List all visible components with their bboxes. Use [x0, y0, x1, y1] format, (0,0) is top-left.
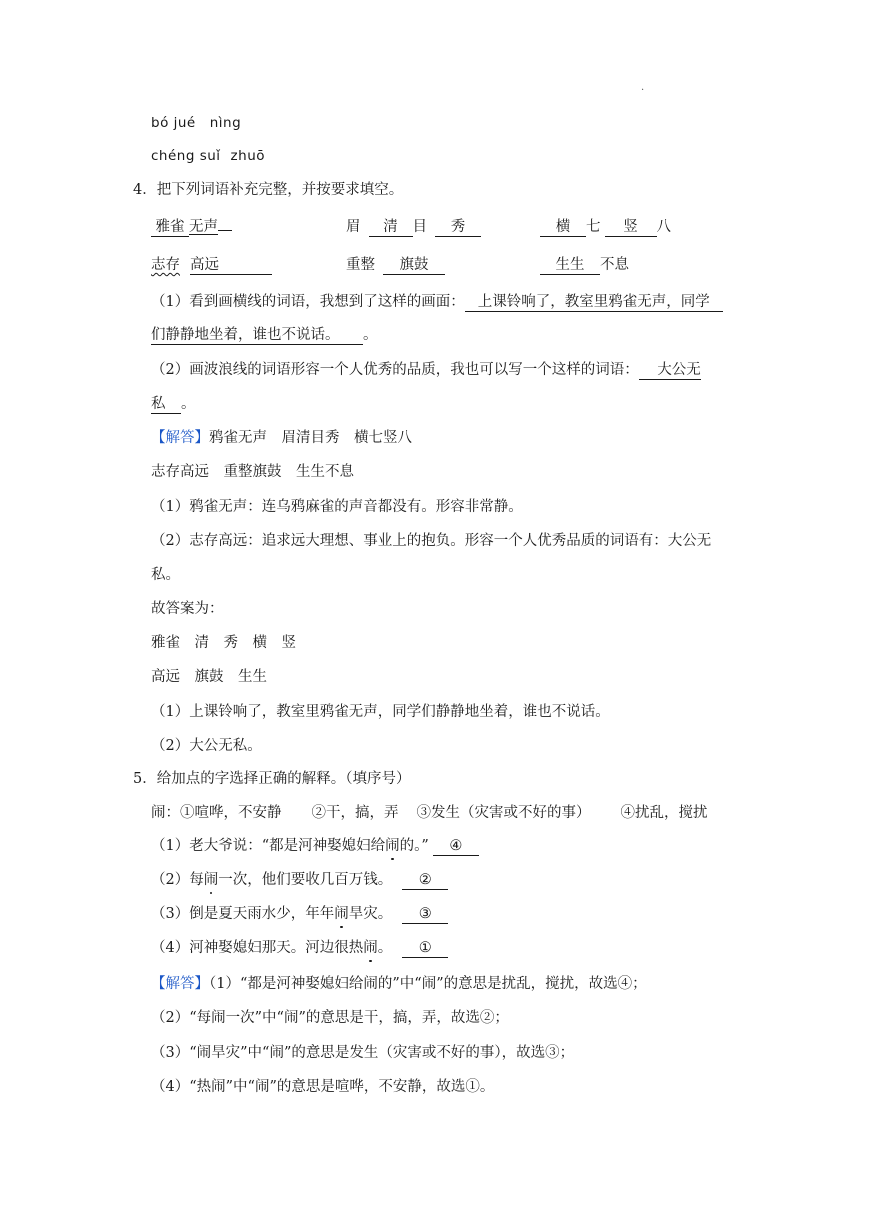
q4-sub2-line1: （2）画波浪线的词语形容一个人优秀的品质，我也可以写一个这样的词语： 大公无	[151, 362, 701, 378]
q4-row2-a	[151, 255, 272, 275]
header-dot: .	[641, 82, 645, 93]
q4-r1-b-fill2: 秀	[435, 218, 481, 237]
q4-answer-l9: （2）大公无私。	[151, 738, 262, 754]
q4-answer-l6: 雅雀 清 秀 横 竖	[151, 635, 296, 651]
q4-answer-l4a: （2）志存高远：追求远大理想、事业上的抱负。形容一个人优秀品质的词语有：大公无	[151, 533, 712, 549]
emphasis-dot-char: 闹	[385, 838, 400, 854]
q5-answer-l2: （2）“每闹一次”中“闹”的意思是干，搞，弄，故选②；	[151, 1010, 509, 1026]
q4-sub1-line2: 们静静地坐着，谁也不说话。 。	[151, 327, 378, 343]
emphasis-dot-char: 闹	[363, 940, 378, 956]
q4-answer-tag: 【解答】	[151, 430, 209, 446]
pinyin-1a: bó jué	[151, 115, 196, 131]
q5-def-3: ③发生（灾害或不好的事）	[416, 805, 591, 821]
q4-r1-a-rest: 无声	[189, 219, 218, 235]
emphasis-dot-char: 闹	[203, 872, 219, 888]
pinyin-line-1	[151, 113, 241, 133]
q4-sub1-ans-a: 上课铃响了，教室里鸦雀无声，同学	[465, 293, 723, 312]
q4-answer-l1: 【解答】鸦雀无声 眉清目秀 横七竖八	[151, 430, 412, 446]
q4-row1-c: 横 七 竖 八	[540, 217, 671, 237]
q4-r1-c-fill1: 横	[540, 218, 586, 237]
q4-row1-a	[151, 217, 232, 237]
q5-item-3-answer: ③	[402, 905, 448, 924]
q5-item-3: （3）倒是夏天雨水少，年年闹旱灾。 ③	[151, 904, 448, 924]
q5-def-1: ①喧哗，不安静	[180, 805, 282, 821]
q4-row2-c: 生生 不息	[540, 255, 629, 275]
q5-answer-tag: 【解答】	[151, 976, 209, 992]
q5-defs: 闹：①喧哗，不安静 ②干，搞，弄 ③发生（灾害或不好的事） ④扰乱，搅扰	[151, 805, 708, 821]
q5-item-2-answer: ②	[402, 871, 448, 890]
q5-item-2: （2）每闹一次，他们要收几百万钱。 ②	[151, 870, 448, 890]
q5-item-1-answer: ④	[433, 837, 479, 856]
q4-r1-c-fill2: 竖	[605, 218, 657, 237]
q5-title: 5．给加点的字选择正确的解释。（填序号）	[133, 771, 411, 787]
pinyin-1b: nìng	[209, 115, 242, 131]
pinyin-2b: zhuō	[230, 148, 266, 164]
q4-answer-l5: 故答案为：	[151, 601, 224, 617]
q4-answer-l3: （1）鸦雀无声：连乌鸦麻雀的声音都没有。形容非常静。	[151, 499, 523, 515]
q4-answer-l8: （1）上课铃响了，教室里鸦雀无声，同学们静静地坐着，谁也不说话。	[151, 704, 610, 720]
q4-r1-b-fill1: 清	[369, 218, 413, 237]
q5-item-1: （1）老大爷说：“都是河神娶媳妇给闹的。” ④	[151, 836, 479, 856]
q5-answer-l1: 【解答】（1）“都是河神娶媳妇给闹的”中“闹”的意思是扰乱，搅扰，故选④；	[151, 976, 647, 992]
q4-sub2-line2: 私 。	[151, 396, 196, 412]
q4-r2-a-pre: 志存	[151, 257, 180, 273]
emphasis-dot-char: 闹	[334, 906, 349, 922]
q4-answer-l7: 高远 旗鼓 生生	[151, 669, 267, 685]
q5-answer-l3: （3）“闹旱灾”中“闹”的意思是发生（灾害或不好的事），故选③；	[151, 1045, 575, 1061]
q4-title: 4．把下列词语补充完整，并按要求填空。	[133, 182, 404, 198]
pinyin-line-2	[151, 146, 265, 166]
q4-r1-a-fill: 雅雀	[151, 218, 189, 237]
q4-sub2-ans-a: 大公无	[639, 361, 701, 380]
q5-item-4: （4）河神娶媳妇那天。河边很热闹。 ①	[151, 938, 448, 958]
q4-sub1-line1: （1）看到画横线的词语，我想到了这样的画面： 上课铃响了，教室里鸦雀无声，同学	[151, 292, 723, 312]
q4-row1-b: 眉 清 目 秀	[346, 217, 481, 237]
q5-def-2: ②干，搞，弄	[311, 805, 399, 821]
q4-r2-c-fill: 生生	[540, 256, 600, 275]
q5-item-4-answer: ①	[402, 939, 448, 958]
q4-row2-b: 重整 旗鼓	[346, 255, 445, 275]
q4-r2-a-fill: 高远	[190, 256, 272, 275]
pinyin-2a: chéng suǐ	[151, 148, 221, 164]
q4-answer-l2: 志存高远 重整旗鼓 生生不息	[151, 464, 354, 480]
q4-answer-l4b: 私。	[151, 567, 180, 583]
q4-sub1-ans-b: 们静静地坐着，谁也不说话。	[151, 326, 363, 345]
q5-def-4: ④扰乱，搅扰	[620, 805, 708, 821]
q4-sub2-ans-b: 私	[151, 395, 181, 414]
q5-answer-l4: （4）“热闹”中“闹”的意思是喧哗，不安静，故选①。	[151, 1079, 495, 1095]
q4-r2-b-fill: 旗鼓	[383, 256, 445, 275]
